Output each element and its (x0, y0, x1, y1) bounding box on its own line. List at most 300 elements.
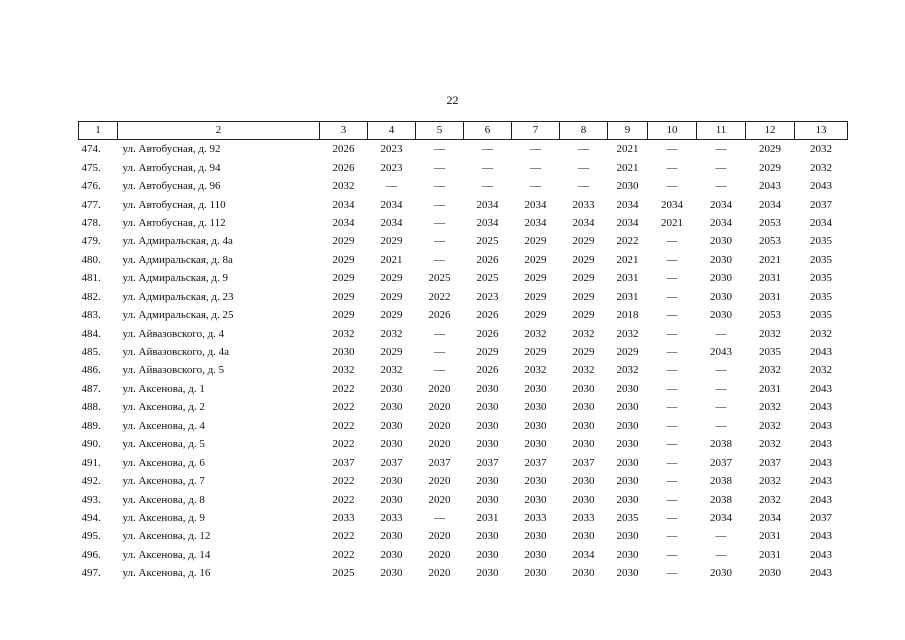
year-cell: 2029 (380, 290, 403, 303)
year-cell: 2030 (380, 401, 403, 414)
year-cell: 2022 (332, 401, 355, 414)
address-cell: ул. Айвазовского, д. 4а (122, 346, 230, 359)
year-cell: — (715, 161, 727, 174)
year-cell: 2020 (428, 567, 451, 580)
year-cell: 2031 (759, 290, 781, 303)
year-cell: — (666, 253, 678, 266)
year-cell: 2030 (476, 530, 499, 543)
year-cell: 2020 (428, 401, 451, 414)
table-row (79, 564, 848, 582)
year-cell: — (666, 272, 678, 285)
year-cell: 2021 (616, 161, 639, 174)
address-cell: ул. Аксенова, д. 12 (122, 530, 211, 543)
column-header-13: 13 (795, 122, 848, 140)
year-cell: 2023 (380, 161, 403, 174)
row-number-cell: 495. (81, 530, 101, 543)
year-cell: — (530, 161, 541, 174)
year-cell: 2030 (380, 530, 403, 543)
year-cell: 2030 (380, 382, 403, 395)
year-cell: — (578, 143, 589, 156)
year-cell: 2026 (428, 309, 451, 322)
year-cell: — (578, 180, 589, 193)
year-cell: 2030 (616, 382, 639, 395)
address-cell: ул. Аксенова, д. 8 (122, 493, 205, 506)
year-cell: 2043 (810, 438, 832, 451)
address-cell: ул. Аксенова, д. 4 (122, 419, 205, 432)
year-cell: 2030 (759, 567, 781, 580)
year-cell: 2030 (572, 401, 595, 414)
year-cell: 2022 (332, 548, 355, 561)
year-cell: — (666, 475, 678, 488)
year-cell: 2037 (332, 456, 355, 469)
address-cell: ул. Аксенова, д. 6 (122, 456, 205, 469)
year-cell: — (434, 364, 445, 377)
year-cell: 2032 (759, 364, 781, 377)
year-cell: 2033 (380, 511, 403, 524)
year-cell: 2030 (616, 456, 639, 469)
table-row (79, 509, 848, 527)
row-number-cell: 482. (81, 290, 101, 303)
year-cell: 2030 (524, 438, 547, 451)
year-cell: 2030 (524, 530, 547, 543)
year-cell: 2033 (572, 511, 595, 524)
year-cell: 2031 (476, 511, 499, 524)
year-cell: 2029 (572, 235, 595, 248)
year-cell: — (434, 143, 445, 156)
table-row (79, 343, 848, 361)
year-cell: 2029 (332, 290, 355, 303)
year-cell: — (715, 364, 727, 377)
year-cell: 2034 (710, 511, 732, 524)
year-cell: 2034 (572, 216, 595, 229)
year-cell: 2030 (572, 419, 595, 432)
year-cell: 2030 (616, 493, 639, 506)
year-cell: 2029 (572, 309, 595, 322)
row-number-cell: 484. (81, 327, 101, 340)
year-cell: 2029 (616, 346, 639, 359)
year-cell: — (482, 161, 493, 174)
page-number: 22 (446, 93, 459, 107)
year-cell: 2034 (616, 198, 639, 211)
row-number-cell: 490. (81, 438, 101, 451)
row-number-cell: 486. (81, 364, 101, 377)
year-cell: — (715, 401, 727, 414)
year-cell: 2030 (476, 493, 499, 506)
year-cell: — (715, 143, 727, 156)
year-cell: 2037 (810, 511, 832, 524)
year-cell: 2026 (332, 143, 355, 156)
year-cell: 2029 (524, 235, 547, 248)
year-cell: 2029 (380, 235, 403, 248)
row-number-cell: 497. (81, 567, 101, 580)
year-cell: 2034 (476, 216, 499, 229)
year-cell: 2032 (572, 327, 595, 340)
year-cell: 2029 (524, 290, 547, 303)
year-cell: 2031 (759, 530, 781, 543)
year-cell: 2022 (332, 438, 355, 451)
year-cell: 2029 (759, 161, 781, 174)
year-cell: 2038 (710, 438, 732, 451)
row-number-cell: 488. (81, 401, 101, 414)
year-cell: 2030 (710, 235, 732, 248)
year-cell: 2030 (524, 493, 547, 506)
year-cell: 2023 (476, 290, 499, 303)
year-cell: 2030 (380, 475, 403, 488)
table-row (79, 269, 848, 287)
column-header-8: 8 (560, 122, 608, 140)
year-cell: 2032 (759, 475, 781, 488)
year-cell: 2030 (572, 530, 595, 543)
year-cell: 2034 (616, 216, 639, 229)
table-row (79, 472, 848, 490)
row-number-cell: 474. (81, 143, 101, 156)
year-cell: 2043 (810, 548, 832, 561)
table-row (79, 158, 848, 176)
year-cell: 2037 (476, 456, 499, 469)
year-cell: 2034 (476, 198, 499, 211)
year-cell: 2030 (524, 475, 547, 488)
column-header-2: 2 (118, 122, 320, 140)
table-row (79, 324, 848, 342)
year-cell: 2022 (332, 382, 355, 395)
year-cell: 2037 (524, 456, 547, 469)
year-cell: 2053 (759, 235, 781, 248)
year-cell: 2035 (810, 290, 832, 303)
address-cell: ул. Автобусная, д. 96 (122, 180, 221, 193)
year-cell: 2021 (380, 253, 403, 266)
year-cell: 2030 (476, 419, 499, 432)
year-cell: 2030 (476, 567, 499, 580)
year-cell: 2032 (810, 327, 832, 340)
year-cell: 2030 (380, 493, 403, 506)
year-cell: 2034 (332, 216, 355, 229)
year-cell: 2022 (428, 290, 451, 303)
year-cell: 2030 (710, 309, 732, 322)
year-cell: 2031 (759, 548, 781, 561)
row-number-cell: 479. (81, 235, 101, 248)
table-row (79, 195, 848, 213)
year-cell: 2026 (476, 309, 499, 322)
row-number-cell: 480. (81, 253, 101, 266)
year-cell: 2032 (759, 493, 781, 506)
table-row (79, 232, 848, 250)
year-cell: 2022 (332, 493, 355, 506)
year-cell: 2021 (616, 143, 639, 156)
year-cell: — (434, 327, 445, 340)
year-cell: — (666, 382, 678, 395)
year-cell: 2034 (380, 198, 403, 211)
year-cell: 2020 (428, 475, 451, 488)
year-cell: — (434, 180, 445, 193)
year-cell: 2034 (572, 548, 595, 561)
year-cell: 2029 (332, 253, 355, 266)
year-cell: 2029 (572, 253, 595, 266)
year-cell: 2033 (524, 511, 547, 524)
table-row (79, 380, 848, 398)
year-cell: 2035 (810, 235, 832, 248)
year-cell: — (666, 327, 678, 340)
table-row (79, 306, 848, 324)
year-cell: 2029 (524, 309, 547, 322)
year-cell: 2035 (759, 346, 781, 359)
year-cell: — (666, 180, 678, 193)
year-cell: 2030 (476, 401, 499, 414)
year-cell: 2043 (759, 180, 781, 193)
year-cell: — (666, 493, 678, 506)
year-cell: 2026 (332, 161, 355, 174)
year-cell: 2029 (476, 346, 499, 359)
year-cell: 2022 (332, 419, 355, 432)
address-cell: ул. Аксенова, д. 7 (122, 475, 205, 488)
year-cell: 2030 (524, 401, 547, 414)
year-cell: 2025 (476, 272, 499, 285)
year-cell: — (666, 438, 678, 451)
column-header-10: 10 (648, 122, 697, 140)
year-cell: 2031 (759, 272, 781, 285)
year-cell: 2035 (810, 253, 832, 266)
address-cell: ул. Адмиральская, д. 25 (122, 309, 234, 322)
year-cell: 2038 (710, 493, 732, 506)
table-header-row (79, 122, 848, 140)
year-cell: 2025 (476, 235, 499, 248)
year-cell: 2029 (332, 309, 355, 322)
year-cell: 2032 (616, 364, 639, 377)
year-cell: 2030 (524, 548, 547, 561)
year-cell: 2032 (810, 364, 832, 377)
year-cell: 2029 (380, 346, 403, 359)
table-row (79, 417, 848, 435)
table-row (79, 546, 848, 564)
year-cell: — (530, 180, 541, 193)
year-cell: 2022 (332, 475, 355, 488)
row-number-cell: 483. (81, 309, 101, 322)
year-cell: 2030 (710, 272, 732, 285)
year-cell: 2031 (616, 290, 639, 303)
column-header-11: 11 (697, 122, 746, 140)
table-row (79, 214, 848, 232)
row-number-cell: 491. (81, 456, 101, 469)
year-cell: — (715, 530, 727, 543)
year-cell: 2032 (810, 143, 832, 156)
year-cell: 2030 (476, 438, 499, 451)
year-cell: 2043 (810, 180, 832, 193)
year-cell: 2020 (428, 382, 451, 395)
year-cell: 2032 (332, 180, 355, 193)
address-cell: ул. Аксенова, д. 5 (122, 438, 205, 451)
year-cell: — (482, 143, 493, 156)
year-cell: — (666, 143, 678, 156)
year-cell: 2038 (710, 475, 732, 488)
table-body (79, 140, 848, 583)
year-cell: 2020 (428, 493, 451, 506)
year-cell: 2020 (428, 530, 451, 543)
year-cell: — (434, 346, 445, 359)
year-cell: 2029 (524, 346, 547, 359)
address-cell: ул. Автобусная, д. 112 (122, 216, 226, 229)
address-cell: ул. Адмиральская, д. 23 (122, 290, 234, 303)
year-cell: 2035 (810, 309, 832, 322)
year-cell: 2034 (710, 198, 732, 211)
year-cell: 2034 (661, 198, 683, 211)
year-cell: 2029 (332, 272, 355, 285)
year-cell: 2029 (572, 272, 595, 285)
year-cell: — (578, 161, 589, 174)
year-cell: 2043 (810, 530, 832, 543)
year-cell: 2034 (332, 198, 355, 211)
year-cell: 2031 (616, 272, 639, 285)
year-cell: 2029 (572, 290, 595, 303)
year-cell: 2029 (380, 309, 403, 322)
year-cell: 2034 (524, 198, 547, 211)
year-cell: 2033 (572, 198, 595, 211)
row-number-cell: 487. (81, 382, 101, 395)
row-number-cell: 481. (81, 272, 101, 285)
column-header-6: 6 (464, 122, 512, 140)
year-cell: 2043 (810, 475, 832, 488)
year-cell: 2043 (810, 346, 832, 359)
year-cell: — (434, 216, 445, 229)
year-cell: 2020 (428, 419, 451, 432)
year-cell: 2037 (380, 456, 403, 469)
year-cell: — (666, 235, 678, 248)
data-table (78, 121, 848, 583)
column-header-1: 1 (79, 122, 118, 140)
year-cell: 2030 (524, 382, 547, 395)
year-cell: 2029 (332, 235, 355, 248)
year-cell: — (666, 456, 678, 469)
address-cell: ул. Адмиральская, д. 9 (122, 272, 228, 285)
table-row (79, 527, 848, 545)
year-cell: — (434, 198, 445, 211)
year-cell: — (715, 327, 727, 340)
year-cell: 2032 (759, 401, 781, 414)
year-cell: 2031 (759, 382, 781, 395)
year-cell: — (666, 567, 678, 580)
year-cell: — (666, 309, 678, 322)
year-cell: 2030 (616, 548, 639, 561)
address-cell: ул. Айвазовского, д. 5 (122, 364, 225, 377)
year-cell: 2030 (524, 419, 547, 432)
year-cell: — (666, 511, 678, 524)
address-cell: ул. Аксенова, д. 1 (122, 382, 205, 395)
year-cell: 2030 (710, 290, 732, 303)
column-header-9: 9 (608, 122, 648, 140)
year-cell: 2020 (428, 438, 451, 451)
year-cell: 2030 (476, 475, 499, 488)
year-cell: 2034 (759, 198, 781, 211)
year-cell: 2026 (476, 364, 499, 377)
address-cell: ул. Автобусная, д. 94 (122, 161, 221, 174)
year-cell: 2032 (524, 364, 547, 377)
year-cell: 2043 (810, 493, 832, 506)
table-row (79, 398, 848, 416)
year-cell: 2030 (572, 493, 595, 506)
year-cell: 2030 (616, 419, 639, 432)
year-cell: — (715, 548, 727, 561)
year-cell: 2029 (380, 272, 403, 285)
year-cell: 2037 (572, 456, 595, 469)
year-cell: 2035 (810, 272, 832, 285)
year-cell: 2030 (380, 548, 403, 561)
year-cell: 2030 (524, 567, 547, 580)
column-header-4: 4 (368, 122, 416, 140)
year-cell: 2025 (332, 567, 355, 580)
year-cell: 2020 (428, 548, 451, 561)
address-cell: ул. Аксенова, д. 16 (122, 567, 211, 580)
year-cell: 2026 (476, 327, 499, 340)
year-cell: 2026 (476, 253, 499, 266)
year-cell: 2029 (572, 346, 595, 359)
year-cell: 2032 (759, 419, 781, 432)
year-cell: 2030 (332, 346, 355, 359)
year-cell: 2043 (710, 346, 732, 359)
address-cell: ул. Адмиральская, д. 8а (122, 253, 233, 266)
address-cell: ул. Айвазовского, д. 4 (122, 327, 225, 340)
row-number-cell: 492. (81, 475, 101, 488)
year-cell: 2043 (810, 456, 832, 469)
year-cell: 2032 (380, 327, 403, 340)
year-cell: 2034 (710, 216, 732, 229)
year-cell: — (386, 180, 397, 193)
year-cell: — (666, 548, 678, 561)
year-cell: 2030 (572, 567, 595, 580)
year-cell: 2032 (572, 364, 595, 377)
year-cell: 2029 (759, 143, 781, 156)
address-cell: ул. Автобусная, д. 92 (122, 143, 221, 156)
year-cell: 2053 (759, 216, 781, 229)
year-cell: 2043 (810, 567, 832, 580)
year-cell: — (434, 511, 445, 524)
year-cell: — (715, 382, 727, 395)
year-cell: 2037 (710, 456, 732, 469)
column-header-3: 3 (320, 122, 368, 140)
year-cell: 2037 (759, 456, 781, 469)
year-cell: 2029 (524, 253, 547, 266)
year-cell: — (666, 530, 678, 543)
table-row (79, 140, 848, 159)
year-cell: 2032 (524, 327, 547, 340)
address-cell: ул. Аксенова, д. 14 (122, 548, 211, 561)
year-cell: 2034 (759, 511, 781, 524)
year-cell: 2030 (616, 438, 639, 451)
year-cell: 2030 (616, 530, 639, 543)
year-cell: 2030 (380, 438, 403, 451)
year-cell: 2030 (616, 475, 639, 488)
table-row (79, 177, 848, 195)
address-cell: ул. Аксенова, д. 9 (122, 511, 205, 524)
year-cell: 2023 (380, 143, 403, 156)
year-cell: 2021 (661, 216, 683, 229)
year-cell: 2029 (524, 272, 547, 285)
year-cell: 2030 (572, 475, 595, 488)
row-number-cell: 485. (81, 346, 101, 359)
year-cell: — (434, 253, 445, 266)
year-cell: 2022 (616, 235, 639, 248)
year-cell: 2043 (810, 419, 832, 432)
year-cell: 2030 (710, 253, 732, 266)
table-row (79, 288, 848, 306)
year-cell: 2021 (616, 253, 639, 266)
year-cell: 2034 (380, 216, 403, 229)
year-cell: 2034 (810, 216, 832, 229)
year-cell: 2030 (710, 567, 732, 580)
row-number-cell: 477. (81, 198, 101, 211)
year-cell: — (434, 161, 445, 174)
column-header-12: 12 (746, 122, 795, 140)
year-cell: 2032 (759, 327, 781, 340)
table-row (79, 435, 848, 453)
year-cell: 2021 (759, 253, 781, 266)
